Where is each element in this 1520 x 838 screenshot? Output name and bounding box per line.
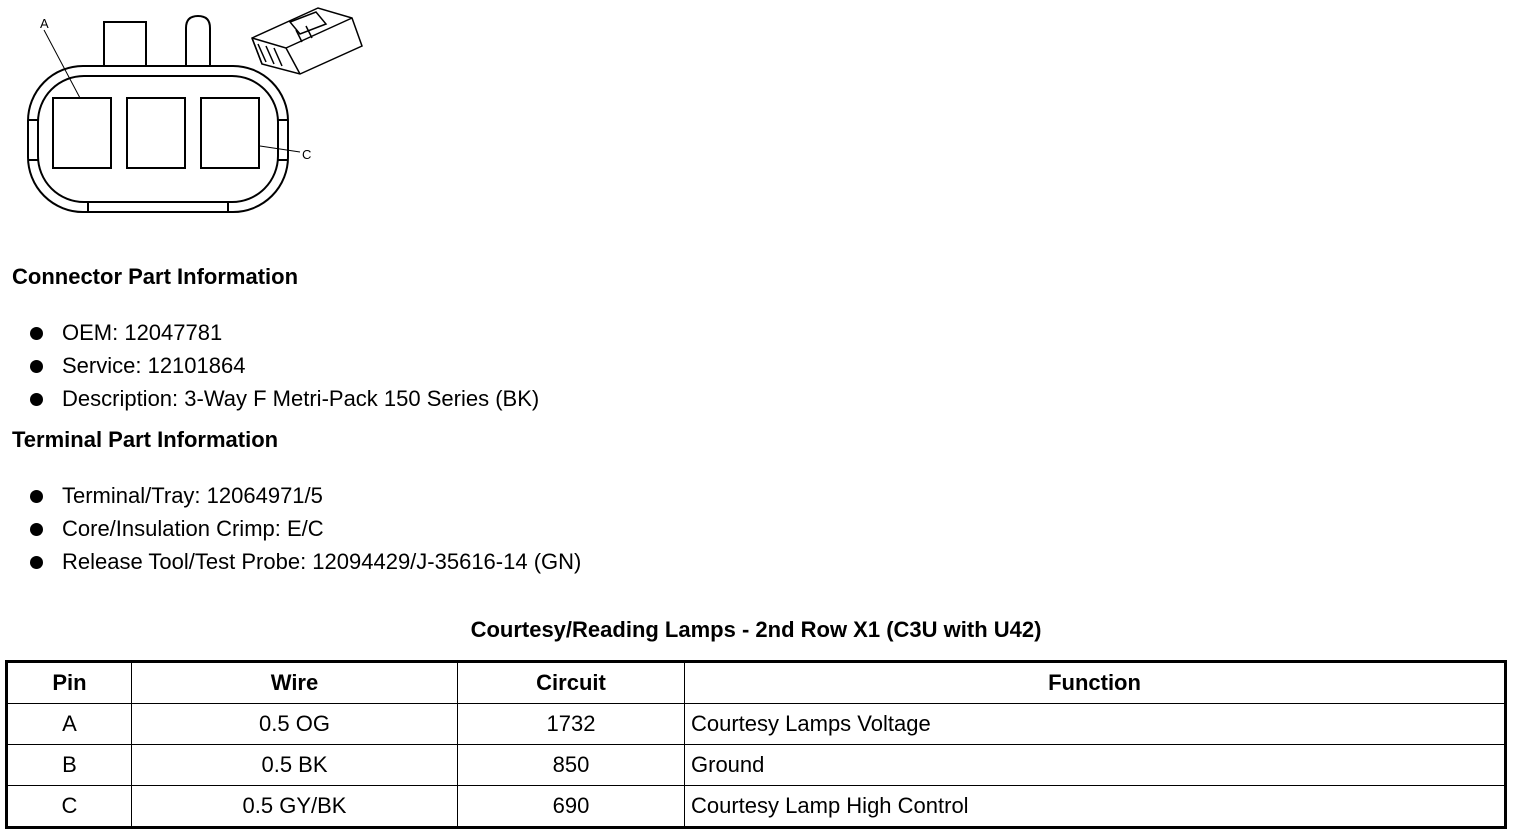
connector-info-list — [28, 320, 539, 419]
bullet-icon — [30, 490, 43, 503]
cell-function: Ground — [685, 745, 1506, 786]
connector-service: Service: 12101864 — [62, 353, 246, 378]
cell-circuit: 690 — [458, 786, 685, 828]
list-item — [28, 549, 581, 582]
terminal-info-list — [28, 483, 581, 582]
connector-thumbnail-icon — [252, 8, 362, 74]
connector-diagram — [0, 0, 380, 220]
cell-wire: 0.5 BK — [132, 745, 458, 786]
header-circuit: Circuit — [458, 662, 685, 704]
header-pin: Pin — [7, 662, 132, 704]
bullet-icon — [30, 360, 43, 373]
header-function: Function — [685, 662, 1506, 704]
table-title: Courtesy/Reading Lamps - 2nd Row X1 (C3U with U42) — [470, 617, 1042, 642]
cell-wire: 0.5 GY/BK — [132, 786, 458, 828]
list-item — [28, 516, 581, 549]
list-item — [28, 483, 581, 516]
connector-info-heading: Connector Part Information — [12, 264, 299, 289]
table-header-row — [7, 662, 1506, 704]
list-item — [28, 353, 539, 386]
terminal-tray: Terminal/Tray: 12064971/5 — [62, 483, 323, 508]
table-row — [7, 745, 1506, 786]
cell-pin: A — [7, 704, 132, 745]
terminal-crimp: Core/Insulation Crimp: E/C — [62, 516, 324, 541]
cell-function: Courtesy Lamps Voltage — [685, 704, 1506, 745]
list-item — [28, 386, 539, 419]
terminal-release-tool: Release Tool/Test Probe: 12094429/J-35616-14 (GN) — [62, 549, 582, 574]
cell-wire: 0.5 OG — [132, 704, 458, 745]
terminal-info-heading: Terminal Part Information — [12, 427, 279, 452]
cell-pin: B — [7, 745, 132, 786]
bullet-icon — [30, 523, 43, 536]
table-row — [7, 704, 1506, 745]
connector-tab-left — [104, 22, 146, 70]
table-row — [7, 786, 1506, 828]
pinout-table — [5, 660, 1507, 829]
pin-label-c: C — [302, 147, 312, 162]
cell-function: Courtesy Lamp High Control — [685, 786, 1506, 828]
pin-label-a: A — [40, 16, 49, 31]
cell-circuit: 1732 — [458, 704, 685, 745]
connector-oem: OEM: 12047781 — [62, 320, 223, 345]
list-item — [28, 320, 539, 353]
connector-body-outer — [28, 66, 288, 212]
header-wire: Wire — [132, 662, 458, 704]
cell-pin: C — [7, 786, 132, 828]
bullet-icon — [30, 556, 43, 569]
bullet-icon — [30, 327, 43, 340]
cell-circuit: 850 — [458, 745, 685, 786]
connector-description: Description: 3-Way F Metri-Pack 150 Series (BK) — [62, 386, 540, 411]
bullet-icon — [30, 393, 43, 406]
